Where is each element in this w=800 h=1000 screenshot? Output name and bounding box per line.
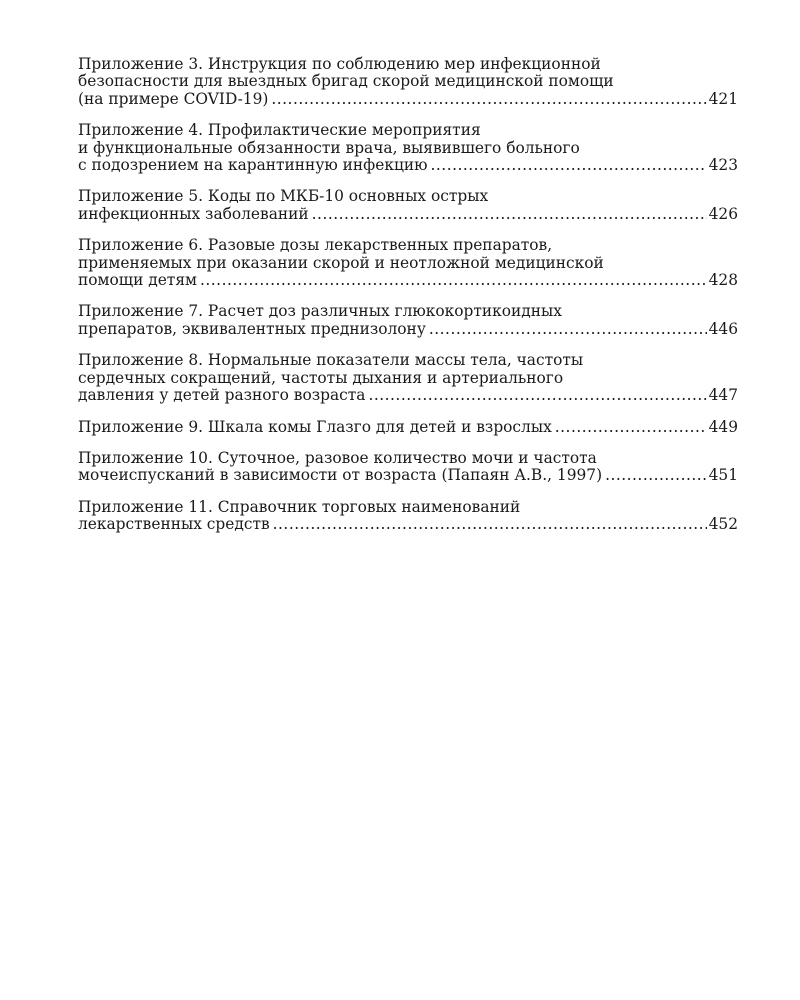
page-number: 428 [708,271,738,290]
toc-entry-text: Приложение 9. Шкала комы Глазго для детей и взрослых [78,417,552,436]
toc-entry-appendix-10[interactable] [78,450,738,485]
toc-entry-text: Приложение 10. Суточное, разовое количество мочи и частота [78,449,597,467]
page-number: 446 [708,319,738,338]
toc-entry-appendix-11[interactable] [78,499,738,534]
toc-entry-text: инфекционных заболеваний [78,204,309,223]
toc-entry-appendix-6[interactable] [78,237,738,289]
page-number: 426 [708,204,738,223]
dot-leader [368,387,706,404]
page-number: 451 [708,466,738,485]
toc-entry-appendix-7[interactable] [78,303,738,338]
toc-entry-text: Приложение 8. Нормальные показатели массы тела, частоты [78,352,584,370]
toc-entry-text: помощи детям [78,271,197,290]
toc-entry-appendix-3[interactable] [78,56,738,108]
toc-entry-text: Приложение 6. Разовые дозы лекарственных препаратов, [78,237,553,255]
toc-entry-text: Приложение 5. Коды по МКБ-10 основных острых [78,188,489,206]
toc-entry-appendix-9[interactable] [78,419,738,436]
table-of-contents [78,56,738,548]
page-number: 449 [708,417,738,436]
toc-entry-text: Приложение 7. Расчет доз различных глюкокортикоидных [78,303,562,321]
toc-entry-text: применяемых при оказании скорой и неотложной медицинской [78,254,604,272]
toc-entry-text: препаратов, эквивалентных преднизолону [78,319,426,338]
toc-entry-text: Приложение 11. Справочник торговых наименований [78,498,521,516]
toc-entry-text: Приложение 4. Профилактические мероприятия [78,122,481,140]
dot-leader [271,91,706,108]
page-number: 421 [708,89,738,108]
toc-entry-text: (на примере COVID-19) [78,89,269,108]
toc-entry-text: и функциональные обязанности врача, выявившего больного [78,139,580,157]
toc-entry-text: безопасности для выездных бригад скорой медицинской помощи [78,73,614,91]
dot-leader [273,516,707,533]
dot-leader [429,321,707,338]
toc-entry-text: Приложение 3. Инструкция по соблюдению мер инфекционной [78,56,601,73]
toc-entry-text: лекарственных средств [78,515,270,534]
dot-leader [431,157,707,174]
toc-entry-appendix-4[interactable] [78,122,738,174]
dot-leader [555,419,707,436]
page-number: 423 [708,156,738,175]
toc-entry-text: сердечных сокращений, частоты дыхания и артериального [78,369,564,387]
page-number: 447 [708,386,738,405]
toc-entry-text: с подозрением на карантинную инфекцию [78,156,428,175]
toc-entry-text: давления у детей разного возраста [78,386,366,405]
dot-leader [312,206,707,223]
toc-entry-appendix-8[interactable] [78,352,738,404]
dot-leader [605,467,707,484]
toc-entry-appendix-5[interactable] [78,188,738,223]
page-number: 452 [708,515,738,534]
toc-entry-text: мочеиспусканий в зависимости от возраста (Папаян А.В., 1997) [78,466,603,485]
dot-leader [200,272,707,289]
